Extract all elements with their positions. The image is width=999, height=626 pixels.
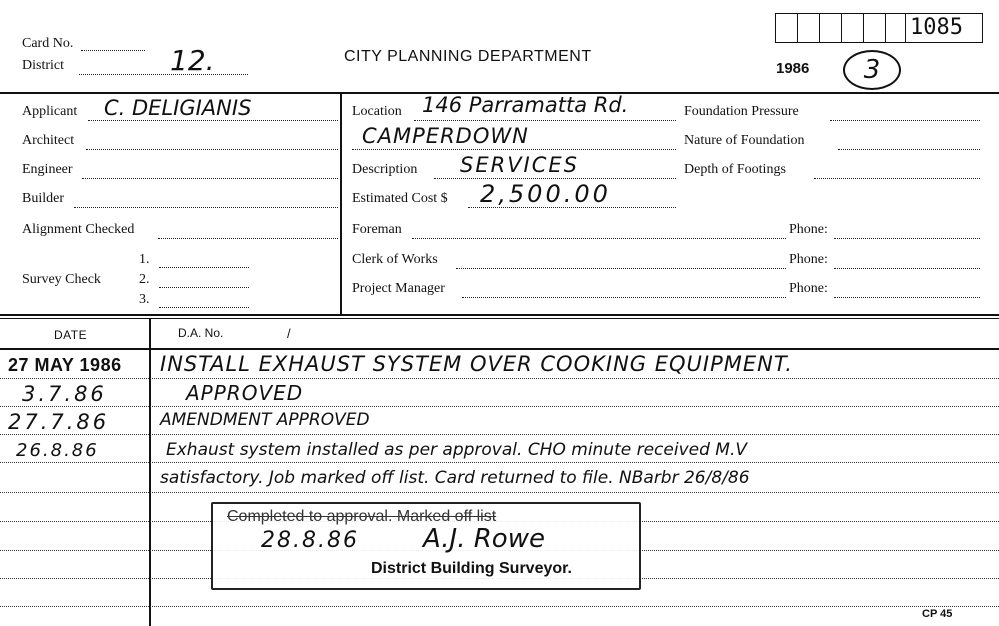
district-value: 12. — [170, 44, 215, 77]
depth-footings-line — [814, 178, 980, 179]
phone-line-pm — [834, 297, 980, 298]
log-entry: satisfactory. Job marked off list. Card returned to file. NBarbr 26/8/86 — [160, 468, 750, 488]
engineer-label: Engineer — [22, 162, 73, 177]
block-divider — [340, 92, 342, 314]
phone-label-clerk: Phone: — [789, 252, 828, 267]
approval-stamp — [211, 502, 641, 590]
log-entry: Exhaust system installed as per approval. CHO minute received M.V — [166, 440, 748, 460]
foundation-pressure-label: Foundation Pressure — [684, 104, 799, 119]
location-label: Location — [352, 104, 402, 119]
file-number-box — [863, 13, 886, 43]
year: 1986 — [776, 60, 810, 77]
log-date: 27.7.86 — [8, 410, 110, 434]
applicant-value: C. DELIGIANIS — [104, 96, 252, 120]
survey-item-3: 3. — [139, 292, 150, 307]
form-code: CP 45 — [922, 608, 953, 620]
alignment-label: Alignment Checked — [22, 222, 135, 237]
department-title: CITY PLANNING DEPARTMENT — [344, 48, 592, 65]
phone-label-pm: Phone: — [789, 281, 828, 296]
district-label: District — [22, 58, 64, 73]
log-date: 27 MAY 1986 — [8, 355, 122, 375]
alignment-line — [158, 238, 338, 239]
log-entry: APPROVED — [186, 381, 304, 405]
log-row-line — [0, 606, 999, 607]
log-row-line — [0, 378, 999, 379]
stamp-signature: A.J. Rowe — [423, 524, 545, 554]
foreman-line — [412, 238, 786, 239]
architect-line — [86, 149, 338, 150]
clerk-line — [456, 268, 786, 269]
date-column-divider — [149, 318, 151, 626]
nature-foundation-label: Nature of Foundation — [684, 133, 805, 148]
phone-line-clerk — [834, 268, 980, 269]
cost-label: Estimated Cost $ — [352, 191, 448, 206]
log-entry: AMENDMENT APPROVED — [160, 410, 370, 430]
builder-line — [74, 207, 338, 208]
log-entry: INSTALL EXHAUST SYSTEM OVER COOKING EQUIPMENT. — [160, 352, 793, 376]
circled-number: 3 — [843, 50, 901, 90]
file-number-box — [775, 13, 798, 43]
survey-item-1: 1. — [139, 252, 150, 267]
survey-check-label: Survey Check — [22, 272, 101, 287]
cost-value: 2,500.00 — [480, 180, 611, 208]
file-number-box — [819, 13, 842, 43]
nature-foundation-line — [838, 149, 980, 150]
phone-line-foreman — [834, 238, 980, 239]
depth-footings-label: Depth of Footings — [684, 162, 786, 177]
location-line1: 146 Parramatta Rd. — [422, 93, 629, 117]
log-row-line — [0, 492, 999, 493]
file-number-box — [885, 13, 906, 43]
stamp-date: 28.8.86 — [261, 528, 359, 553]
location-line2: CAMPERDOWN — [362, 124, 529, 148]
survey-line-2 — [159, 287, 249, 288]
district-line — [79, 74, 248, 75]
description-line — [434, 178, 676, 179]
description-label: Description — [352, 162, 418, 177]
card-no-label: Card No. — [22, 36, 74, 51]
foundation-pressure-line — [830, 120, 980, 121]
da-header: D.A. No. — [178, 326, 224, 340]
applicant-label: Applicant — [22, 104, 78, 119]
da-slash: / — [287, 326, 291, 341]
engineer-line — [82, 178, 338, 179]
survey-line-1 — [159, 267, 249, 268]
foreman-label: Foreman — [352, 222, 402, 237]
architect-label: Architect — [22, 133, 75, 148]
stamp-title: District Building Surveyor. — [371, 560, 572, 577]
builder-label: Builder — [22, 191, 64, 206]
log-date: 3.7.86 — [22, 382, 107, 406]
file-number-box — [841, 13, 864, 43]
project-manager-label: Project Manager — [352, 281, 445, 296]
survey-line-3 — [159, 307, 249, 308]
applicant-line — [88, 120, 338, 121]
location-line-2 — [352, 149, 676, 150]
phone-label-foreman: Phone: — [789, 222, 828, 237]
project-manager-line — [462, 297, 786, 298]
date-header: DATE — [54, 328, 88, 342]
log-top-border — [0, 314, 999, 316]
card-no-line — [81, 50, 145, 51]
survey-item-2: 2. — [139, 272, 150, 287]
clerk-label: Clerk of Works — [352, 252, 438, 267]
log-row-line — [0, 462, 999, 463]
file-number: 1085 — [910, 15, 963, 40]
stamp-completed-text: Completed to approval. Marked off list — [227, 508, 497, 525]
location-line — [414, 120, 676, 121]
file-number-box — [797, 13, 820, 43]
log-row-line — [0, 434, 999, 435]
description-value: SERVICES — [460, 153, 580, 177]
log-row-line — [0, 406, 999, 407]
log-date: 26.8.86 — [16, 440, 99, 461]
